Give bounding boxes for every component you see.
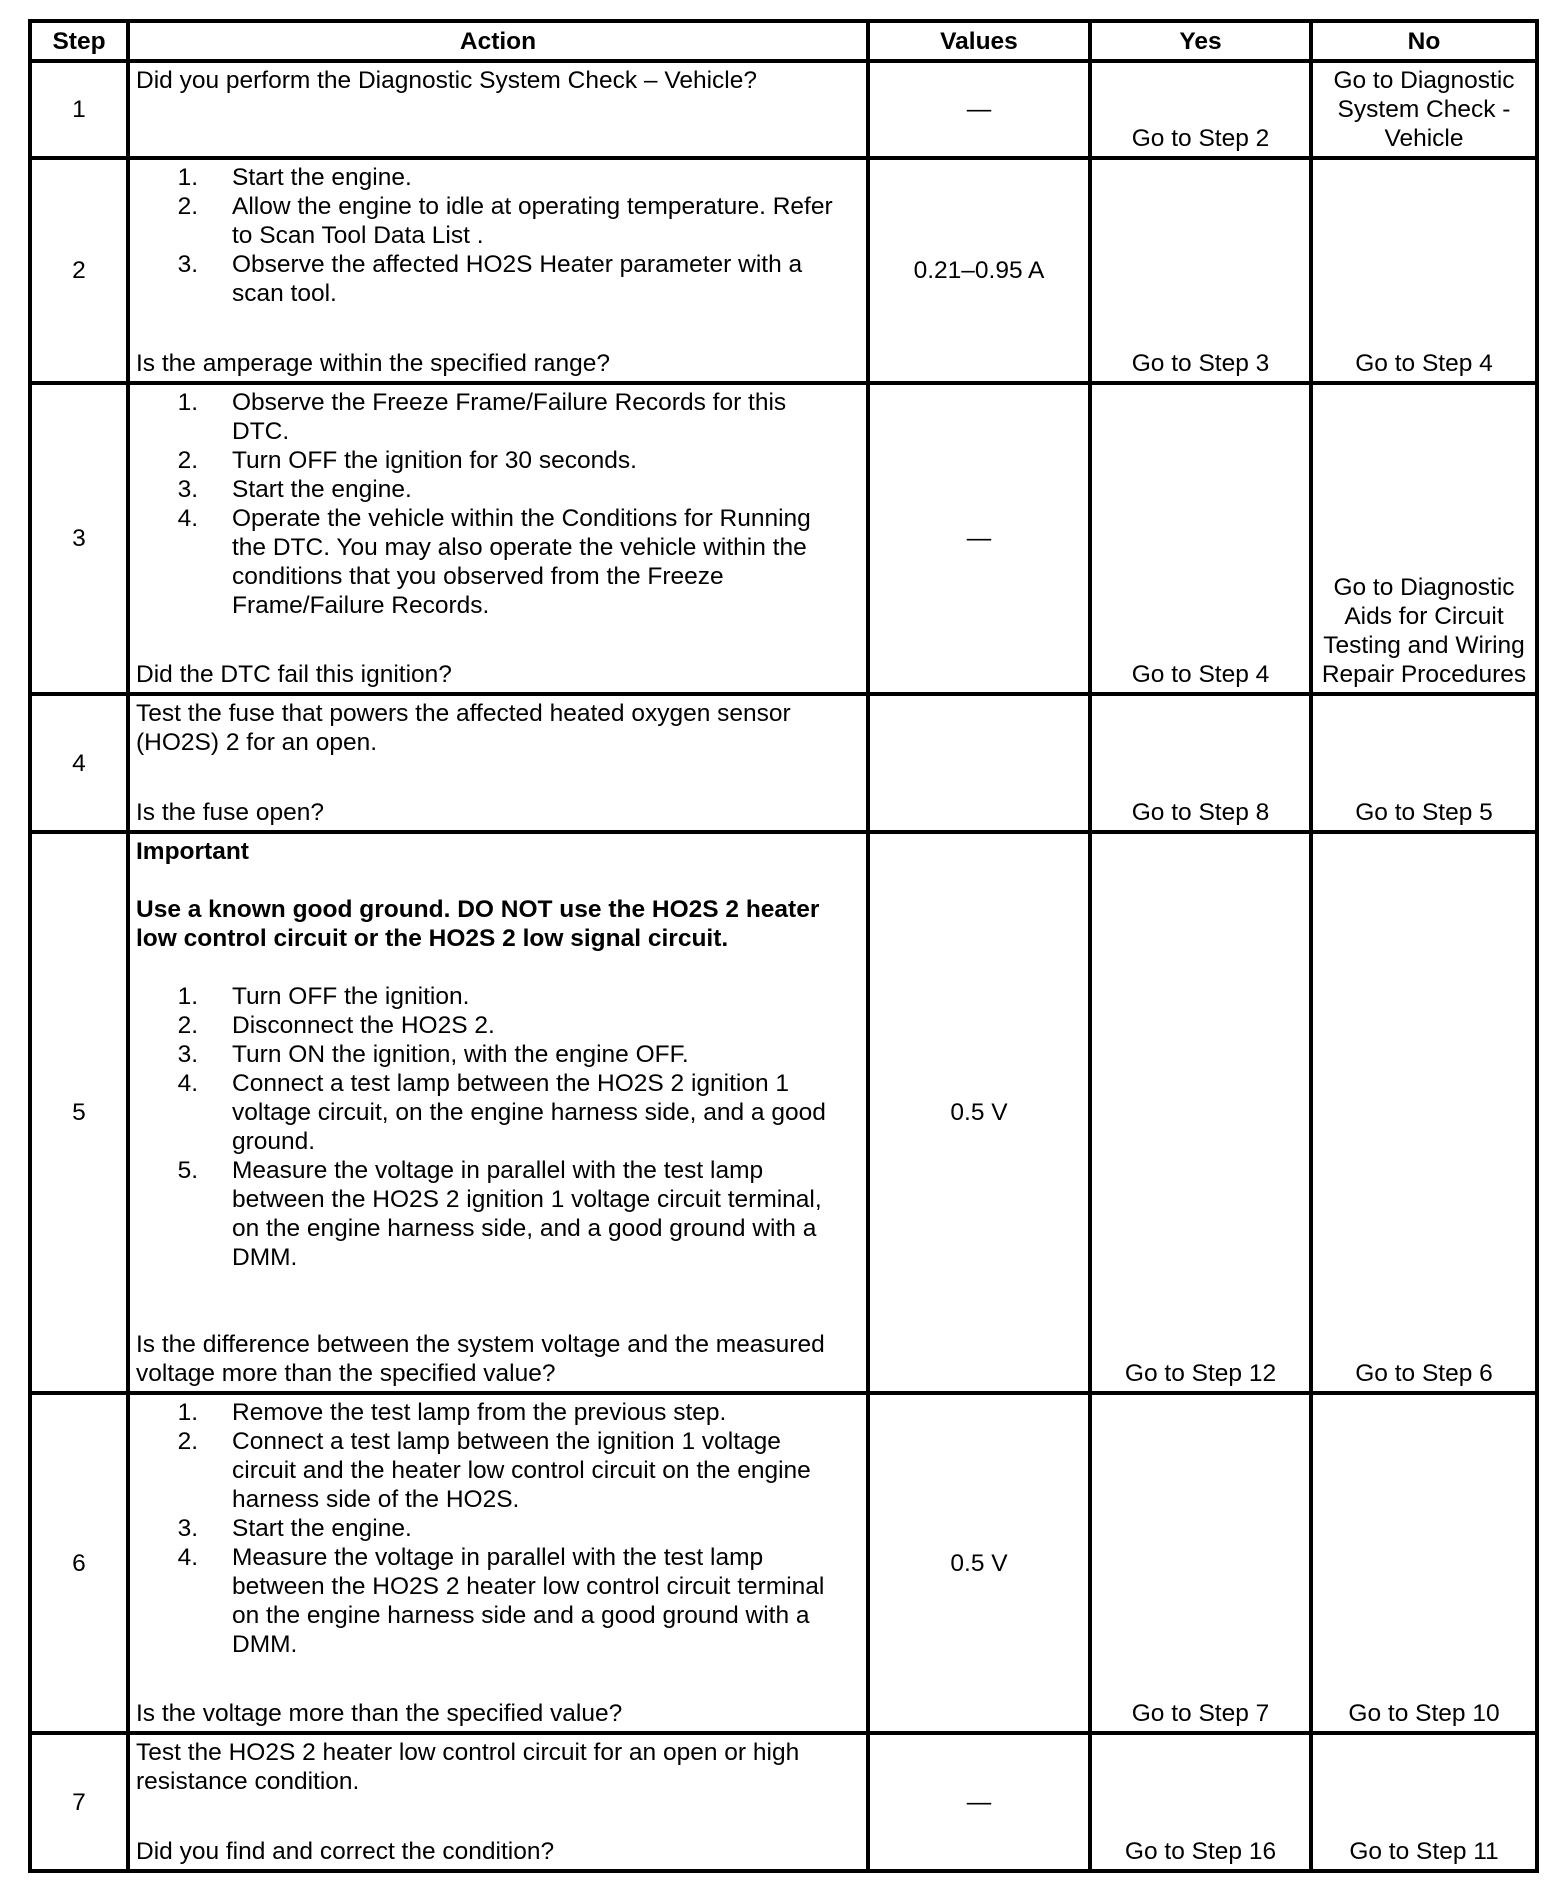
yes-cell: Go to Step 2 [1090, 61, 1311, 158]
header-yes: Yes [1090, 21, 1311, 61]
list-item: 3. Observe the affected HO2S Heater parameter with a scan tool. [177, 251, 803, 307]
step-number: 1 [30, 61, 128, 158]
table-row [30, 61, 1537, 158]
action-cell [128, 694, 868, 832]
action-cell [128, 383, 868, 694]
no-cell: Go to Step 11 [1311, 1733, 1537, 1871]
substep-list [136, 388, 860, 620]
action-question: Is the voltage more than the specified value? [136, 1700, 623, 1727]
important-title: Important [136, 838, 249, 865]
values-cell: — [868, 61, 1090, 158]
header-no: No [1311, 21, 1537, 61]
yes-cell: Go to Step 16 [1090, 1733, 1311, 1871]
action-cell [128, 832, 868, 1393]
list-item: 1. Remove the test lamp from the previous step. [177, 1399, 727, 1426]
substep-list [136, 163, 860, 308]
step-number: 3 [30, 383, 128, 694]
diagnostic-table [28, 19, 1539, 1873]
substep-list [136, 982, 860, 1272]
no-cell: Go to Step 10 [1311, 1393, 1537, 1733]
header-values: Values [868, 21, 1090, 61]
header-row [30, 21, 1537, 61]
list-item: 4. Connect a test lamp between the HO2S 2 ignition 1 voltage circuit, on the engine harness side, and a good ground. [177, 1070, 826, 1155]
list-item: 1. Turn OFF the ignition. [177, 983, 470, 1010]
list-item: 5. Measure the voltage in parallel with the test lamp between the HO2S 2 ignition 1 voltage circuit terminal, on the engine harness side, and a good ground with a DMM. [177, 1157, 822, 1271]
action-question: Is the amperage within the specified range? [136, 350, 610, 377]
no-cell: Go to Step 4 [1311, 158, 1537, 383]
action-intro: Test the fuse that powers the affected heated oxygen sensor (HO2S) 2 for an open. [136, 700, 791, 756]
table-row [30, 383, 1537, 694]
step-number: 6 [30, 1393, 128, 1733]
list-item: 4. Operate the vehicle within the Conditions for Running the DTC. You may also operate the vehicle within the conditions that you observed from the Freeze Frame/Failure Records. [177, 505, 811, 619]
yes-cell: Go to Step 12 [1090, 832, 1311, 1393]
header-action: Action [128, 21, 868, 61]
action-intro: Did you perform the Diagnostic System Check – Vehicle? [136, 67, 757, 94]
step-number: 5 [30, 832, 128, 1393]
values-cell: — [868, 1733, 1090, 1871]
step-number: 2 [30, 158, 128, 383]
values-cell: — [868, 383, 1090, 694]
list-item: 2. Disconnect the HO2S 2. [177, 1012, 495, 1039]
action-question: Did the DTC fail this ignition? [136, 661, 452, 688]
action-question: Is the difference between the system voltage and the measured voltage more than the specified value? [136, 1331, 825, 1387]
important-text: Use a known good ground. DO NOT use the HO2S 2 heater low control circuit or the HO2S 2 low signal circuit. [136, 896, 820, 952]
action-question: Did you find and correct the condition? [136, 1838, 555, 1865]
values-cell [868, 694, 1090, 832]
list-item: 3. Turn ON the ignition, with the engine OFF. [177, 1041, 689, 1068]
list-item: 2. Connect a test lamp between the ignition 1 voltage circuit and the heater low control circuit on the engine harness side of the HO2S. [177, 1428, 811, 1513]
list-item: 2. Turn OFF the ignition for 30 seconds. [177, 447, 637, 474]
list-item: 1. Observe the Freeze Frame/Failure Records for this DTC. [177, 389, 787, 445]
values-cell: 0.5 V [868, 1393, 1090, 1733]
values-cell: 0.21–0.95 A [868, 158, 1090, 383]
list-item: 1. Start the engine. [177, 164, 412, 191]
list-item: 3. Start the engine. [177, 476, 412, 503]
action-cell [128, 158, 868, 383]
action-question: Is the fuse open? [136, 799, 324, 826]
list-item: 2. Allow the engine to idle at operating temperature. Refer to Scan Tool Data List . [177, 193, 833, 249]
table-row [30, 158, 1537, 383]
step-number: 7 [30, 1733, 128, 1871]
yes-cell: Go to Step 7 [1090, 1393, 1311, 1733]
action-intro: Test the HO2S 2 heater low control circuit for an open or high resistance condition. [136, 1739, 800, 1795]
substep-list [136, 1398, 860, 1659]
no-cell: Go to Step 5 [1311, 694, 1537, 832]
yes-cell: Go to Step 3 [1090, 158, 1311, 383]
table-row [30, 1733, 1537, 1871]
step-number: 4 [30, 694, 128, 832]
action-cell [128, 1733, 868, 1871]
list-item: 4. Measure the voltage in parallel with the test lamp between the HO2S 2 heater low control circuit terminal on the engine harness side and a good ground with a DMM. [177, 1544, 825, 1658]
table-row [30, 694, 1537, 832]
no-cell: Go to Diagnostic System Check - Vehicle [1311, 61, 1537, 158]
header-step: Step [30, 21, 128, 61]
yes-cell: Go to Step 4 [1090, 383, 1311, 694]
no-cell: Go to Diagnostic Aids for Circuit Testing and Wiring Repair Procedures [1311, 383, 1537, 694]
no-cell: Go to Step 6 [1311, 832, 1537, 1393]
values-cell: 0.5 V [868, 832, 1090, 1393]
action-cell [128, 61, 868, 158]
list-item: 3. Start the engine. [177, 1515, 412, 1542]
yes-cell: Go to Step 8 [1090, 694, 1311, 832]
action-cell [128, 1393, 868, 1733]
table-row [30, 1393, 1537, 1733]
table-row [30, 832, 1537, 1393]
